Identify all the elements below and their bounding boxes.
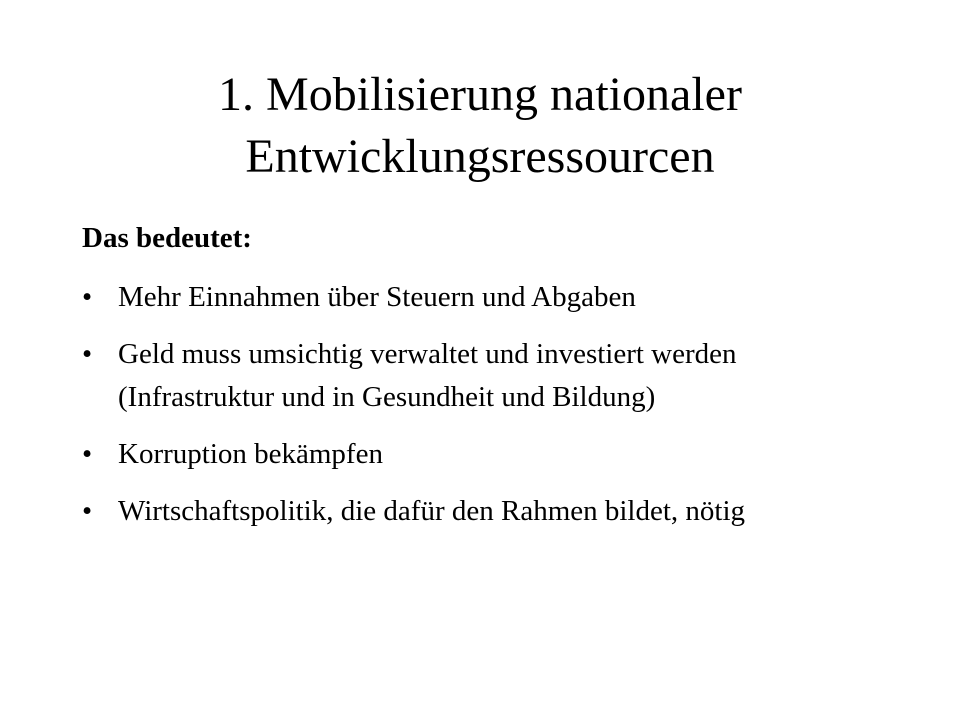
bullet-text: Korruption bekämpfen bbox=[118, 438, 383, 470]
slide-body bbox=[82, 218, 862, 547]
bullet-text: Mehr Einnahmen über Steuern und Abgaben bbox=[118, 281, 636, 313]
bullet-list bbox=[82, 276, 862, 533]
subheading: Das bedeutet: bbox=[82, 222, 252, 254]
slide-title bbox=[80, 64, 880, 188]
slide-title-line: 1. Mobilisierung nationaler bbox=[218, 68, 742, 121]
bullet-item bbox=[82, 433, 862, 476]
bullet-icon: • bbox=[82, 438, 93, 470]
bullet-icon: • bbox=[82, 281, 93, 313]
bullet-item bbox=[82, 490, 862, 533]
bullet-text: Wirtschaftspolitik, die dafür den Rahmen bildet, nötig bbox=[118, 495, 746, 527]
bullet-item bbox=[82, 276, 862, 319]
bullet-icon: • bbox=[82, 338, 93, 370]
bullet-item bbox=[82, 333, 862, 419]
slide-title-line: Entwicklungsressourcen bbox=[245, 130, 715, 183]
bullet-text: Geld muss umsichtig verwaltet und investiert werden (Infrastruktur und in Gesundheit und Bildung) bbox=[118, 338, 737, 413]
bullet-icon: • bbox=[82, 495, 93, 527]
